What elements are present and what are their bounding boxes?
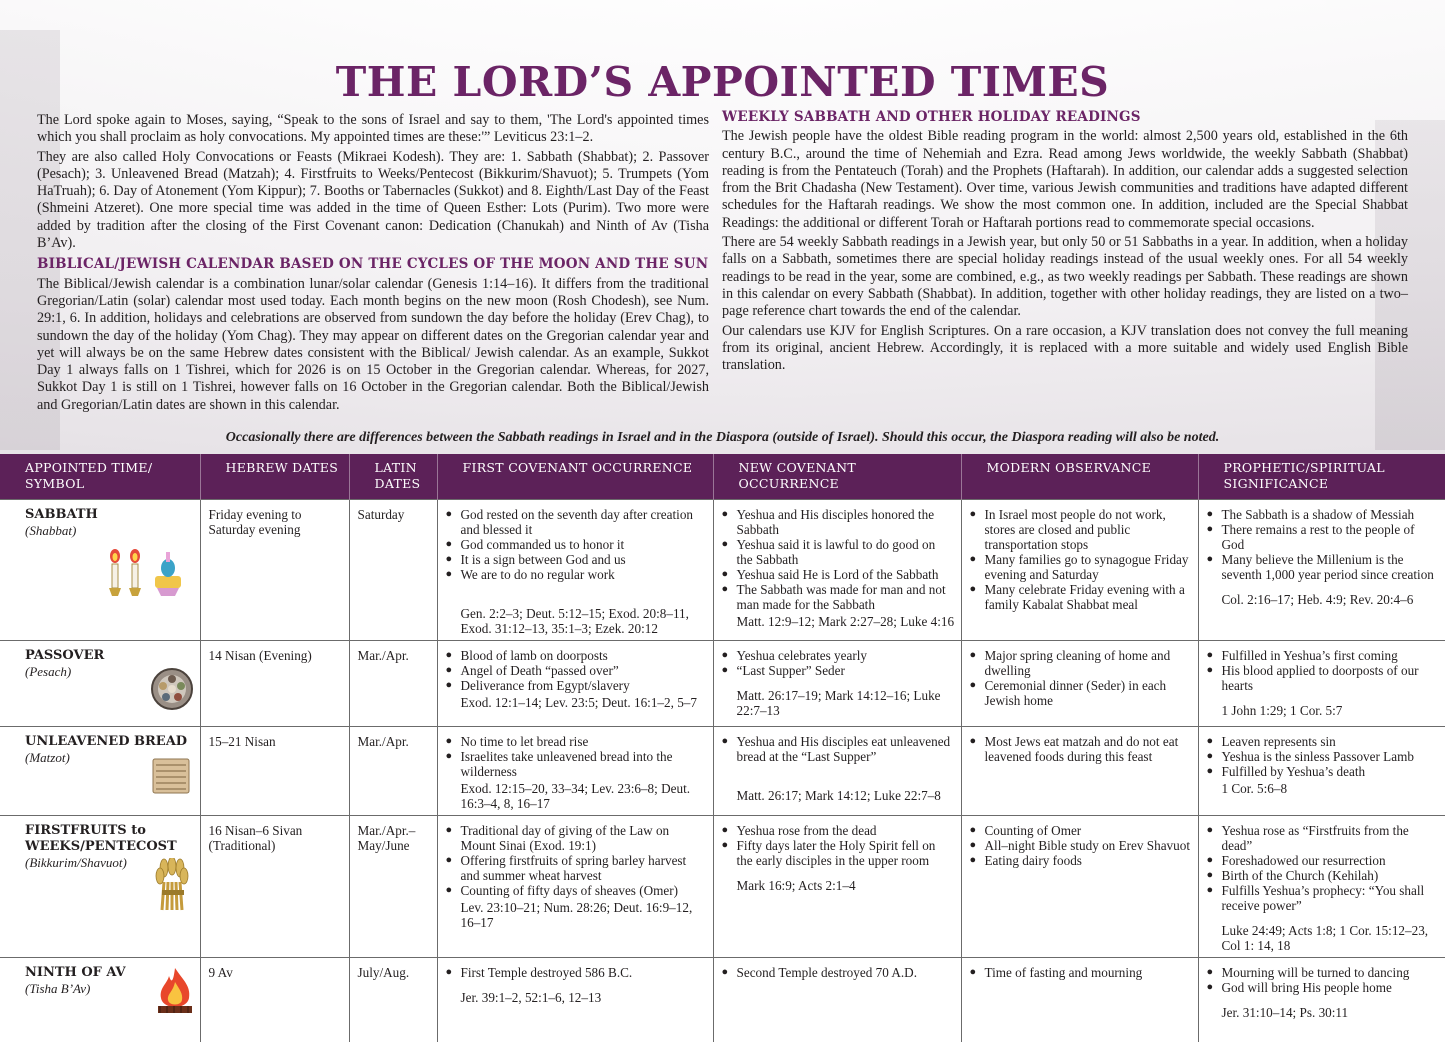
- readings-paragraph-1: The Jewish people have the oldest Bible reading program in the world: almost 2,500 years old, established in the 6th century B.C., around the time of Nehemiah and Ezra. Read among Jews worldwide, the weekly Sabbath (Shabbat) reading is from the Pentateuch (Torah) and the Prophets (Haftarah). In addition, our calendar adds a suggested selection from the Brit Chadasha (New Testament). Over time, various Jewish communities and traditions have adapted different schedules for the Haftarah readings. We show the most common one. In addition, included are the Special Shabbat Readings: the additional or different Torah or Haftarah portions read to commemorate special occasions.: [722, 128, 1408, 231]
- first-covenant-cell: [437, 727, 713, 816]
- list-item: ● Counting of Omer: [970, 823, 1192, 838]
- list-item: ● His blood applied to doorposts of our hearts: [1207, 663, 1440, 693]
- list-item: ● Time of fasting and mourning: [970, 965, 1192, 980]
- appointed-times-table: [0, 454, 1445, 1042]
- first-covenant-cell: [437, 500, 713, 641]
- first-covenant-reference: Jer. 39:1–2, 52:1–6, 12–13: [460, 990, 602, 1005]
- appointed-time-cell: [0, 816, 200, 958]
- list-item: ● Most Jews eat matzah and do not eat leavened foods during this feast: [970, 734, 1192, 764]
- first-covenant-list: [446, 734, 707, 779]
- appointed-time-name: NINTH OF AV: [25, 965, 126, 980]
- list-item: ● First Temple destroyed 586 B.C.: [446, 965, 707, 980]
- new-covenant-cell: [713, 641, 961, 727]
- hebrew-dates-cell: Friday evening to Saturday evening: [200, 500, 349, 641]
- prophetic-significance-reference: Col. 2:16–17; Heb. 4:9; Rev. 20:4–6: [1221, 592, 1414, 607]
- first-covenant-list: [446, 648, 707, 693]
- list-item: ● Fulfills Yeshua’s prophecy: “You shall receive power”: [1207, 883, 1440, 913]
- new-covenant-cell: [713, 958, 961, 1042]
- prophetic-significance-cell: [1198, 958, 1445, 1042]
- list-item: ● Blood of lamb on doorposts: [446, 648, 707, 663]
- list-item: ● “Last Supper” Seder: [722, 663, 955, 678]
- latin-dates-cell: July/Aug.: [349, 958, 437, 1042]
- table-row: [0, 727, 1445, 816]
- header-first-covenant: FIRST COVENANT OCCURRENCE: [437, 454, 713, 500]
- list-item: ● Fulfilled by Yeshua’s death: [1207, 764, 1440, 779]
- hebrew-dates-cell: 9 Av: [200, 958, 349, 1042]
- intro-paragraph-2: They are also called Holy Convocations or Feasts (Mikraei Kodesh). They are: 1. Sabbath (Shabbat); 2. Passover (Pesach); 3. Unleavened Bread (Matzah); 4. Firstfruits to Weeks/Pentecost (Bikkurim/Shavuot); 5. Trumpets (Yom HaTruah); 6. Day of Atonement (Yom Kippur); 7. Booths or Tabernacles (Sukkot) and 8. Eighth/Last Day of the Feast (Shmeini Atzeret). One more special time was added in the time of Queen Esther: Lots (Purim). Two more were added by tradition after the closing of the First Covenant canon: Dedication (Chanukah) and Ninth of Av (Tisha B’Av).: [37, 148, 709, 252]
- new-covenant-cell: [713, 816, 961, 958]
- appointed-time-subtitle: (Tisha B’Av): [25, 981, 91, 996]
- list-item: ● Angel of Death “passed over”: [446, 663, 707, 678]
- list-item: ● Many families go to synagogue Friday evening and Saturday: [970, 552, 1192, 582]
- list-item: ● The Sabbath is a shadow of Messiah: [1207, 507, 1440, 522]
- list-item: ● Major spring cleaning of home and dwelling: [970, 648, 1192, 678]
- list-item: ● Yeshua and His disciples honored the Sabbath: [722, 507, 955, 537]
- first-covenant-reference: Lev. 23:10–21; Num. 28:26; Deut. 16:9–12, 16–17: [460, 900, 693, 930]
- list-item: ● Yeshua said it is lawful to do good on the Sabbath: [722, 537, 955, 567]
- modern-observance-cell: [961, 727, 1198, 816]
- prophetic-significance-cell: [1198, 816, 1445, 958]
- first-covenant-list: [446, 507, 707, 582]
- list-item: ● Fifty days later the Holy Spirit fell on the early disciples in the upper room: [722, 838, 955, 868]
- table-header-row: [0, 454, 1445, 500]
- list-item: ● Israelites take unleavened bread into the wilderness: [446, 749, 707, 779]
- header-modern-observance: MODERN OBSERVANCE: [961, 454, 1198, 500]
- table-row: [0, 816, 1445, 958]
- readings-heading: WEEKLY SABBATH AND OTHER HOLIDAY READINGS: [722, 109, 1141, 125]
- first-covenant-list: [446, 965, 707, 980]
- header-latin-dates: LATIN DATES: [349, 454, 437, 500]
- prophetic-significance-list: [1207, 965, 1440, 995]
- first-covenant-reference: Exod. 12:1–14; Lev. 23:5; Deut. 16:1–2, 5–7: [460, 695, 697, 710]
- list-item: ● Foreshadowed our resurrection: [1207, 853, 1440, 868]
- new-covenant-list: [722, 734, 955, 764]
- header-new-covenant: NEW COVENANT OCCURRENCE: [713, 454, 961, 500]
- candles-icon: [105, 548, 194, 598]
- new-covenant-reference: Matt. 26:17–19; Mark 14:12–16; Luke 22:7–13: [736, 688, 941, 718]
- appointed-time-cell: [0, 500, 200, 641]
- list-item: ● Yeshua rose from the dead: [722, 823, 955, 838]
- new-covenant-reference: Mark 16:9; Acts 2:1–4: [736, 878, 856, 893]
- appointed-time-subtitle: (Pesach): [25, 664, 72, 679]
- list-item: ● There remains a rest to the people of God: [1207, 522, 1440, 552]
- latin-dates-cell: Mar./Apr.: [349, 641, 437, 727]
- appointed-time-name: SABBATH: [25, 507, 98, 522]
- prophetic-significance-list: [1207, 507, 1440, 582]
- readings-paragraph-2: There are 54 weekly Sabbath readings in a Jewish year, but only 50 or 51 Sabbaths in a year. In addition, when a holiday falls on a Sabbath, sometimes there are special holiday readings instead of the usual weekly ones. For all 54 weekly readings to be read in the year, some are combined, e.g., as two weekly readings per Sabbath. These readings are shown in this calendar on every Sabbath (Shabbat). In addition, together with other holiday readings, they are listed on a two–page reference chart towards the end of the calendar.: [722, 234, 1408, 320]
- list-item: ● In Israel most people do not work, stores are closed and public transportation stops: [970, 507, 1192, 552]
- list-item: ● Many believe the Millenium is the seventh 1,000 year period since creation: [1207, 552, 1440, 582]
- list-item: ● God will bring His people home: [1207, 980, 1440, 995]
- list-item: ● God rested on the seventh day after creation and blessed it: [446, 507, 707, 537]
- new-covenant-reference: Matt. 26:17; Mark 14:12; Luke 22:7–8: [736, 788, 941, 803]
- header-appointed-time: APPOINTED TIME/ SYMBOL: [0, 454, 200, 500]
- prophetic-significance-reference: Luke 24:49; Acts 1:8; 1 Cor. 15:12–23, Col 1: 14, 18: [1221, 923, 1429, 953]
- intro-paragraph-1: The Lord spoke again to Moses, saying, “Speak to the sons of Israel and say to them, 'The Lord's appointed times which you shall proclaim as holy convocations. My appointed times are these:'” Leviticus 23:1–2.: [37, 112, 709, 146]
- list-item: ● Birth of the Church (Kehilah): [1207, 868, 1440, 883]
- list-item: ● Deliverance from Egypt/slavery: [446, 678, 707, 693]
- table-row: [0, 500, 1445, 641]
- list-item: ● Second Temple destroyed 70 A.D.: [722, 965, 955, 980]
- new-covenant-list: [722, 965, 955, 980]
- appointed-time-subtitle: (Matzot): [25, 750, 70, 765]
- appointed-time-cell: [0, 958, 200, 1042]
- latin-dates-cell: Saturday: [349, 500, 437, 641]
- first-covenant-cell: [437, 958, 713, 1042]
- modern-observance-cell: [961, 641, 1198, 727]
- header-hebrew-dates: HEBREW DATES: [200, 454, 349, 500]
- list-item: ● All–night Bible study on Erev Shavuot: [970, 838, 1192, 853]
- list-item: ● The Sabbath was made for man and not man made for the Sabbath: [722, 582, 955, 612]
- list-item: ● Yeshua said He is Lord of the Sabbath: [722, 567, 955, 582]
- first-covenant-list: [446, 823, 707, 898]
- latin-dates-cell: Mar./Apr.: [349, 727, 437, 816]
- page-title: THE LORD’S APPOINTED TIMES: [335, 58, 1110, 106]
- calendar-paragraph: The Biblical/Jewish calendar is a combination lunar/solar calendar (Genesis 1:14–16). It differs from the traditional Gregorian/Latin (solar) calendar most used today. Each month begins on the new moon (Rosh Chodesh), see Num. 29:1, 6. In addition, holidays and celebrations are observed from sundown the day before the holiday (Erev Chag), to sundown the day of the holiday (Yom Chag). They may appear on different dates on the Gregorian calendar year and yet will always be on the same Hebrew dates consistent with the Biblical/ Jewish calendar. As an example, Sukkot Day 1 always falls on 1 Tishrei, which for 2026 is on 15 October in the Gregorian calendar. Whereas, for 2027, Sukkot Day 1 is still on 1 Tishrei, however falls on 16 October in the Gregorian calendar. Both the Biblical/Jewish and Gregorian/Latin dates are shown in this calendar.: [37, 275, 709, 413]
- list-item: ● Yeshua celebrates yearly: [722, 648, 955, 663]
- appointed-time-name: PASSOVER: [25, 648, 105, 663]
- intro-column: [37, 112, 709, 416]
- first-covenant-reference: Gen. 2:2–3; Deut. 5:12–15; Exod. 20:8–11, Exod. 31:12–13, 35:1–3; Ezek. 20:12: [460, 606, 689, 636]
- prophetic-significance-reference: Jer. 31:10–14; Ps. 30:11: [1221, 1005, 1349, 1020]
- list-item: ● Many celebrate Friday evening with a family Kabalat Shabbat meal: [970, 582, 1192, 612]
- list-item: ● God commanded us to honor it: [446, 537, 707, 552]
- list-item: ● Eating dairy foods: [970, 853, 1192, 868]
- new-covenant-list: [722, 507, 955, 612]
- diaspora-note: Occasionally there are differences between the Sabbath readings in Israel and in the Diaspora (outside of Israel). Should this occur, the Diaspora reading will also be noted.: [225, 430, 1220, 445]
- new-covenant-list: [722, 648, 955, 678]
- new-covenant-cell: [713, 727, 961, 816]
- header-prophetic-significance: PROPHETIC/SPIRITUAL SIGNIFICANCE: [1198, 454, 1445, 500]
- list-item: ● Traditional day of giving of the Law on Mount Sinai (Exod. 19:1): [446, 823, 707, 853]
- list-item: ● Yeshua is the sinless Passover Lamb: [1207, 749, 1440, 764]
- list-item: ● Ceremonial dinner (Seder) in each Jewish home: [970, 678, 1192, 708]
- latin-dates-cell: Mar./Apr.– May/June: [349, 816, 437, 958]
- first-covenant-cell: [437, 641, 713, 727]
- modern-observance-list: [970, 648, 1192, 708]
- table-row: [0, 958, 1445, 1042]
- modern-observance-list: [970, 823, 1192, 868]
- new-covenant-reference: Matt. 12:9–12; Mark 2:27–28; Luke 4:16: [736, 614, 955, 629]
- list-item: ● Yeshua and His disciples eat unleavened bread at the “Last Supper”: [722, 734, 955, 764]
- modern-observance-list: [970, 507, 1192, 612]
- matzah-icon: [150, 753, 194, 803]
- modern-observance-list: [970, 734, 1192, 764]
- first-covenant-reference: Exod. 12:15–20, 33–34; Lev. 23:6–8; Deut. 16:3–4, 8, 16–17: [460, 781, 691, 811]
- list-item: ● Counting of fifty days of sheaves (Omer): [446, 883, 707, 898]
- fire-icon: [155, 966, 194, 1016]
- hebrew-dates-cell: 16 Nisan–6 Sivan (Traditional): [200, 816, 349, 958]
- list-item: ● We are to do no regular work: [446, 567, 707, 582]
- list-item: ● Fulfilled in Yeshua’s first coming: [1207, 648, 1440, 663]
- wheat-sheaf-icon: [150, 858, 194, 908]
- new-covenant-cell: [713, 500, 961, 641]
- readings-paragraph-3: Our calendars use KJV for English Scriptures. On a rare occasion, a KJV translation does not convey the full meaning from its original, ancient Hebrew. Accordingly, it is replaced with a more suitable and widely used English Bible translation.: [722, 322, 1408, 374]
- readings-column: [722, 109, 1408, 376]
- appointed-time-cell: [0, 727, 200, 816]
- list-item: ● Mourning will be turned to dancing: [1207, 965, 1440, 980]
- prophetic-significance-reference: 1 John 1:29; 1 Cor. 5:7: [1221, 703, 1343, 718]
- prophetic-significance-cell: [1198, 500, 1445, 641]
- modern-observance-list: [970, 965, 1192, 980]
- prophetic-significance-reference: 1 Cor. 5:6–8: [1221, 781, 1288, 796]
- appointed-time-subtitle: (Shabbat): [25, 523, 77, 538]
- prophetic-significance-cell: [1198, 641, 1445, 727]
- prophetic-significance-list: [1207, 823, 1440, 913]
- prophetic-significance-cell: [1198, 727, 1445, 816]
- appointed-time-cell: [0, 641, 200, 727]
- seder-plate-icon: [150, 667, 194, 717]
- appointed-time-name: UNLEAVENED BREAD: [25, 734, 188, 749]
- hebrew-dates-cell: 14 Nisan (Evening): [200, 641, 349, 727]
- table-row: [0, 641, 1445, 727]
- first-covenant-cell: [437, 816, 713, 958]
- modern-observance-cell: [961, 816, 1198, 958]
- new-covenant-list: [722, 823, 955, 868]
- list-item: ● It is a sign between God and us: [446, 552, 707, 567]
- appointed-time-name: FIRSTFRUITS to WEEKS/PENTECOST: [25, 823, 177, 854]
- modern-observance-cell: [961, 958, 1198, 1042]
- prophetic-significance-list: [1207, 648, 1440, 693]
- modern-observance-cell: [961, 500, 1198, 641]
- prophetic-significance-list: [1207, 734, 1440, 779]
- calendar-heading: BIBLICAL/JEWISH CALENDAR BASED ON THE CYCLES OF THE MOON AND THE SUN: [37, 256, 709, 273]
- list-item: ● Leaven represents sin: [1207, 734, 1440, 749]
- list-item: ● Yeshua rose as “Firstfruits from the dead”: [1207, 823, 1440, 853]
- list-item: ● No time to let bread rise: [446, 734, 707, 749]
- appointed-time-subtitle: (Bikkurim/Shavuot): [25, 855, 127, 870]
- list-item: ● Offering firstfruits of spring barley harvest and summer wheat harvest: [446, 853, 707, 883]
- hebrew-dates-cell: 15–21 Nisan: [200, 727, 349, 816]
